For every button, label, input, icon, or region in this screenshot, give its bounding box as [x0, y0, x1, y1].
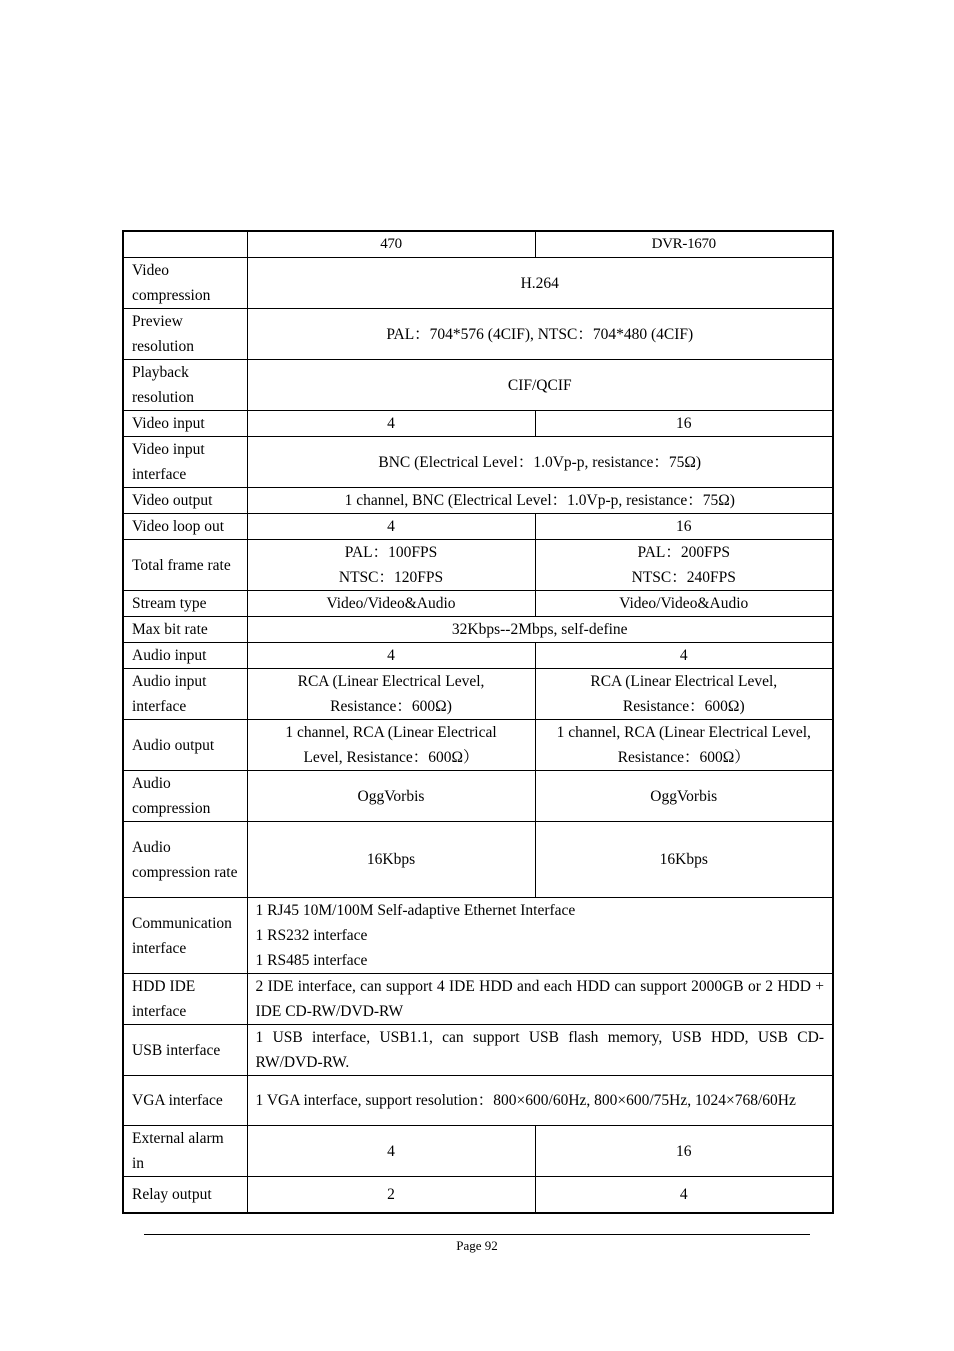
value-line: 1 RS485 interface [255, 952, 368, 969]
row-value: 1 USB interface, USB1.1, can support USB flash memory, USB HDD, USB CD-RW/DVD-RW. [247, 1025, 833, 1076]
row-label: Video input interface [123, 437, 247, 488]
row-value-470: 4 [247, 643, 535, 669]
row-label: HDD IDE interface [123, 974, 247, 1025]
value-line: NTSC：240FPS [631, 569, 736, 586]
row-value: 1 channel, BNC (Electrical Level：1.0Vp-p, resistance：75Ω) [247, 488, 833, 514]
header-col-dvr-1670: DVR-1670 [535, 231, 833, 258]
table-header-row [123, 231, 833, 258]
row-value: 32Kbps--2Mbps, self-define [247, 617, 833, 643]
row-label: Relay output [123, 1177, 247, 1213]
table-row [123, 1025, 833, 1076]
footer-divider [144, 1234, 810, 1235]
row-label: Audio compression rate [123, 822, 247, 898]
row-value: H.264 [247, 258, 833, 309]
row-value-470: 4 [247, 1126, 535, 1177]
row-label: Total frame rate [123, 540, 247, 591]
table-row [123, 1126, 833, 1177]
value-line: 1 channel, RCA (Linear Electrical Level, [556, 724, 811, 741]
row-value-dvr-1670: OggVorbis [535, 771, 833, 822]
header-blank [123, 231, 247, 258]
table-row [123, 309, 833, 360]
table-row [123, 360, 833, 411]
row-label: Stream type [123, 591, 247, 617]
value-line: RCA (Linear Electrical Level, [297, 673, 485, 690]
row-value: PAL：704*576 (4CIF), NTSC：704*480 (4CIF) [247, 309, 833, 360]
table-row [123, 258, 833, 309]
row-label: Audio output [123, 720, 247, 771]
page-number: Page 92 [456, 1238, 498, 1253]
table-row [123, 1177, 833, 1213]
row-label: Video loop out [123, 514, 247, 540]
row-value-470: 16Kbps [247, 822, 535, 898]
row-label: Video input [123, 411, 247, 437]
row-label: Playback resolution [123, 360, 247, 411]
value-line: Resistance：600Ω） [617, 749, 750, 766]
row-value-dvr-1670: 16Kbps [535, 822, 833, 898]
row-value-470: 4 [247, 514, 535, 540]
row-label: Preview resolution [123, 309, 247, 360]
row-value-470 [247, 669, 535, 720]
table-row [123, 669, 833, 720]
table-row [123, 822, 833, 898]
table-row [123, 771, 833, 822]
header-col-470: 470 [247, 231, 535, 258]
value-line: PAL：100FPS [344, 544, 438, 561]
row-value-470: 4 [247, 411, 535, 437]
row-value: 1 VGA interface, support resolution：800×600/60Hz, 800×600/75Hz, 1024×768/60Hz [247, 1076, 833, 1126]
table-row [123, 974, 833, 1025]
row-label: Audio input [123, 643, 247, 669]
table-row [123, 488, 833, 514]
value-line: 1 channel, RCA (Linear Electrical [285, 724, 497, 741]
value-line: 1 RS232 interface [255, 927, 368, 944]
table-row [123, 514, 833, 540]
row-value-dvr-1670: 4 [535, 643, 833, 669]
table-row [123, 437, 833, 488]
row-label: Audio compression [123, 771, 247, 822]
row-label: Communication interface [123, 898, 247, 974]
row-value-470 [247, 720, 535, 771]
table-row [123, 643, 833, 669]
row-value-470: 2 [247, 1177, 535, 1213]
table-row [123, 411, 833, 437]
row-label: USB interface [123, 1025, 247, 1076]
value-line: RCA (Linear Electrical Level, [590, 673, 778, 690]
row-value-dvr-1670: 4 [535, 1177, 833, 1213]
table-row [123, 617, 833, 643]
row-value-dvr-1670: 16 [535, 514, 833, 540]
row-value-dvr-1670 [535, 540, 833, 591]
row-label: Video output [123, 488, 247, 514]
row-value-470: Video/Video&Audio [247, 591, 535, 617]
value-line: Level, Resistance：600Ω） [303, 749, 479, 766]
row-value-dvr-1670: Video/Video&Audio [535, 591, 833, 617]
value-line: NTSC：120FPS [338, 569, 444, 586]
table-row [123, 898, 833, 974]
row-label: VGA interface [123, 1076, 247, 1126]
value-line: PAL：200FPS [637, 544, 730, 561]
table-row [123, 540, 833, 591]
row-label: Max bit rate [123, 617, 247, 643]
value-line: Resistance：600Ω) [622, 698, 745, 715]
row-label: Video compression [123, 258, 247, 309]
row-value-dvr-1670 [535, 720, 833, 771]
row-value: CIF/QCIF [247, 360, 833, 411]
row-value-dvr-1670 [535, 669, 833, 720]
table-row [123, 720, 833, 771]
row-value-dvr-1670: 16 [535, 1126, 833, 1177]
row-value-dvr-1670: 16 [535, 411, 833, 437]
spec-table [122, 230, 834, 1214]
row-value [247, 898, 833, 974]
row-label: Audio input interface [123, 669, 247, 720]
row-value-470 [247, 540, 535, 591]
row-value: BNC (Electrical Level：1.0Vp-p, resistance：75Ω) [247, 437, 833, 488]
value-line: 1 RJ45 10M/100M Self-adaptive Ethernet Interface [255, 902, 576, 919]
table-row [123, 591, 833, 617]
row-label: External alarm in [123, 1126, 247, 1177]
value-line: Resistance：600Ω) [330, 698, 452, 715]
table-row [123, 1076, 833, 1126]
row-value-470: OggVorbis [247, 771, 535, 822]
row-value: 2 IDE interface, can support 4 IDE HDD and each HDD can support 2000GB or 2 HDD + IDE CD-RW/DVD-RW [247, 974, 833, 1025]
